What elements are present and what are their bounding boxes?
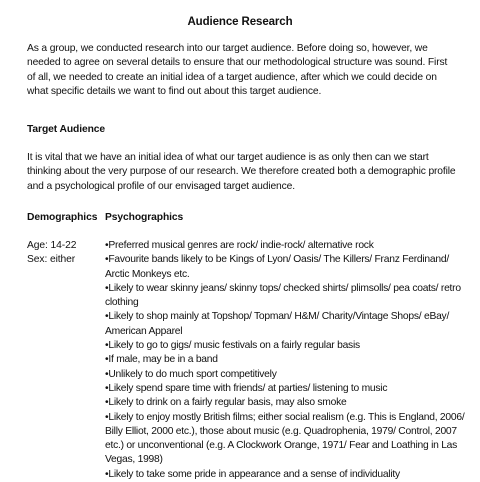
list-item-text: Likely spend spare time with friends/ at parties/ listening to music [108,382,388,394]
target-audience-paragraph: It is vital that we have an initial idea of what our target audience is as only then can we start thinking about the very purpose of our research. We therefore created both a demographic profile and a psychological profile of our envisaged target audience. [27,152,456,192]
psychographics-heading: Psychographics [105,212,184,223]
list-item [105,382,473,396]
target-audience-heading: Target Audience [27,124,106,135]
list-item [105,253,473,282]
list-item-text: Likely to enjoy mostly British films; either social realism (e.g. This is England, 2006/ Billy Elliot, 2000 etc.), those about music (e.g. Quadrophenia, 1979/ Control, 2007 etc.) or unconventional (e.g. A Clockwork Orange, 1971/ Fear and Loathing in Las Vegas, 1998) [105,411,465,466]
list-item-text: Likely to shop mainly at Topshop/ Topman/ H&M/ Charity/Vintage Shops/ eBay/ American Apparel [105,311,450,337]
demographics-list [27,239,76,268]
demographic-sex: Sex: either [27,254,76,266]
list-item-text: Likely to take some pride in appearance and a sense of individuality [108,468,400,480]
intro-paragraph: As a group, we conducted research into our target audience. Before doing so, however, we needed to agree on several details to ensure that our methodological structure was sound. First of all, we needed to create an initial idea of a target audience, after which we could decide on what specific details we want to find out about this target audience. [27,43,448,97]
list-item [105,353,473,367]
psychographics-list [105,239,473,482]
list-item-text: Preferred musical genres are rock/ indie-rock/ alternative rock [108,240,374,251]
document-title: Audience Research [187,16,293,28]
list-item [105,282,473,311]
list-item [105,411,473,468]
list-item-text: Likely to go to gigs/ music festivals on a fairly regular basis [108,340,360,352]
list-item [105,368,473,382]
demographic-age: Age: 14-22 [27,240,77,251]
list-item [105,396,473,410]
list-item-text: Likely to wear skinny jeans/ skinny tops/ checked shirts/ plimsolls/ pea coats/ retro clothing [105,282,461,309]
list-item-text: Unlikely to do much sport competitively [108,368,277,380]
list-item [105,310,473,339]
list-item-text: If male, may be in a band [108,354,218,366]
list-item-text: Favourite bands likely to be Kings of Lyon/ Oasis/ The Killers/ Franz Ferdinand/ Arctic Monkeys etc. [105,254,449,280]
list-item [105,339,473,353]
list-item [105,239,473,253]
list-item-text: Likely to drink on a fairly regular basis, may also smoke [108,397,347,409]
demographics-heading: Demographics [27,212,98,223]
